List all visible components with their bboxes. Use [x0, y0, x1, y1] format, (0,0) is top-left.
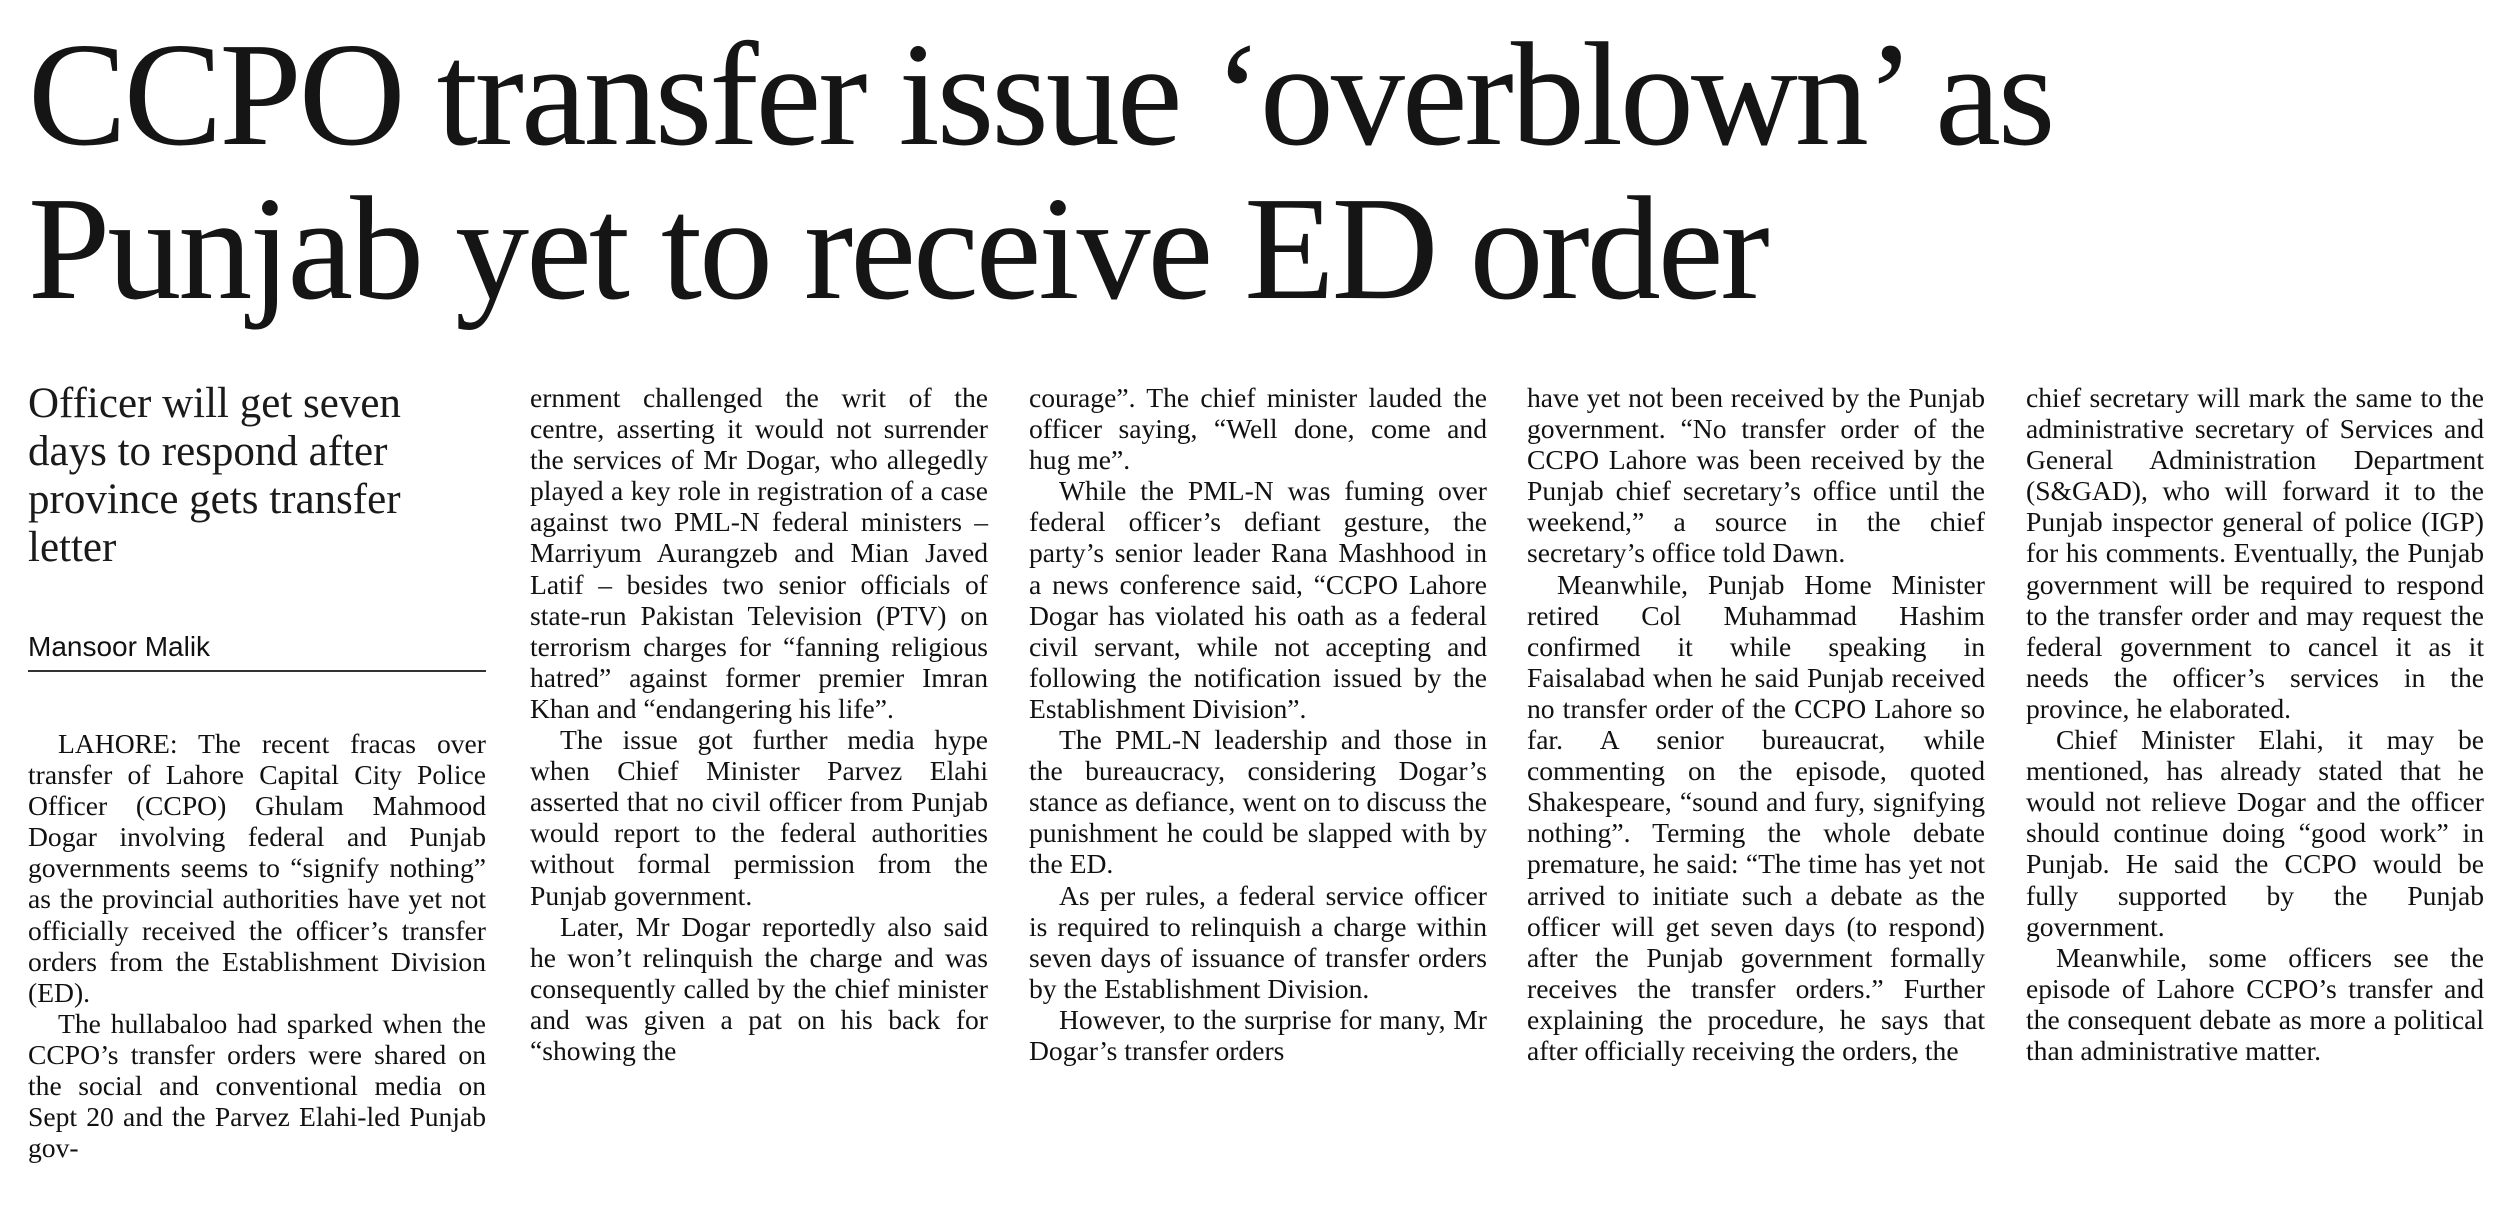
- paragraph: The issue got further media hype when Chief Minister Parvez Elahi asserted that no civil officer from Punjab would report to the federal authorities without formal permission from the Punjab government.: [530, 724, 988, 911]
- column-body: [28, 728, 486, 1163]
- paragraph: Later, Mr Dogar reportedly also said he won’t relinquish the charge and was consequently called by the chief minister and was given a pat on his back for “showing the: [530, 910, 988, 1066]
- column-3: [1029, 382, 1487, 1066]
- column-4: [1527, 382, 1985, 1066]
- paragraph: have yet not been received by the Punjab government. “No transfer order of the CCPO Lahore was been received by the Punjab chief secretary’s office until the weekend,” a source in the chief secretary’s office told Dawn.: [1527, 382, 1985, 569]
- paragraph: ernment challenged the writ of the centre, asserting it would not surrender the services of Mr Dogar, who allegedly played a key role in registration of a case against two PML-N federal ministers – Marriyum Aurangzeb and Mian Javed Latif – besides two senior officials of state-run Pakistan Television (PTV) on terrorism charges for “fanning religious hatred” against former premier Imran Khan and “endangering his life”.: [530, 382, 988, 724]
- byline: Mansoor Malik: [28, 630, 486, 672]
- column-5: [2026, 382, 2484, 1066]
- paragraph: Meanwhile, Punjab Home Minister retired Col Muhammad Hashim confirmed it while speaking in Faisalabad when he said Punjab received no transfer order of the CCPO Lahore so far. A senior bureaucrat, while commenting on the episode, quoted Shakespeare, “sound and fury, signifying nothing”. Terming the whole debate premature, he said: “The time has yet not arrived to initiate such a debate as the officer will get seven days (to respond) after the Punjab government formally receives the transfer orders.” Further explaining the procedure, he says that after officially receiving the orders, the: [1527, 568, 1985, 1066]
- column-1: [28, 380, 486, 1163]
- paragraph: courage”. The chief minister lauded the officer saying, “Well done, come and hug me”.: [1029, 382, 1487, 476]
- headline: CCPO transfer issue ‘overblown’ as Punjab yet to receive ED order: [28, 13, 2053, 331]
- paragraph: The hullabaloo had sparked when the CCPO’s transfer orders were shared on the social and conventional media on Sept 20 and the Parvez Elahi-led Punjab gov-: [28, 1007, 486, 1164]
- paragraph: However, to the surprise for many, Mr Dogar’s transfer orders: [1029, 1003, 1487, 1066]
- paragraph: The PML-N leadership and those in the bureaucracy, considering Dogar’s stance as defiance, went on to discuss the punishment he could be slapped with by the ED.: [1029, 724, 1487, 880]
- paragraph: As per rules, a federal service officer is required to relinquish a charge within seven days of issuance of transfer orders by the Establishment Division.: [1029, 879, 1487, 1004]
- column-2: [530, 382, 988, 1066]
- paragraph: Meanwhile, some officers see the episode of Lahore CCPO’s transfer and the consequent debate as more a political than administrative matter.: [2026, 941, 2484, 1066]
- paragraph: While the PML-N was fuming over federal officer’s defiant gesture, the party’s senior leader Rana Mashhood in a news conference said, “CCPO Lahore Dogar has violated his oath as a federal civil servant, while not accepting and following the notification issued by the Establishment Division”.: [1029, 475, 1487, 724]
- paragraph: chief secretary will mark the same to the administrative secretary of Services and General Administration Department (S&GAD), who will forward it to the Punjab inspector general of police (IGP) for his comments. Eventually, the Punjab government will be required to respond to the transfer order and may request the federal government to cancel it as it needs the officer’s services in the province, he elaborated.: [2026, 382, 2484, 724]
- paragraph: Chief Minister Elahi, it may be mentioned, has already stated that he would not relieve Dogar and the officer should continue doing “good work” in Punjab. He said the CCPO would be fully supported by the Punjab government.: [2026, 724, 2484, 942]
- paragraph: LAHORE: The recent fracas over transfer of Lahore Capital City Police Officer (CCPO) Ghulam Mahmood Dogar involving federal and Punjab governments seems to “signify nothing” as the provincial authorities have yet not officially received the officer’s transfer orders from the Establishment Division (ED).: [28, 728, 486, 1008]
- deck-subheadline: Officer will get seven days to respond after province gets transfer letter: [28, 380, 401, 571]
